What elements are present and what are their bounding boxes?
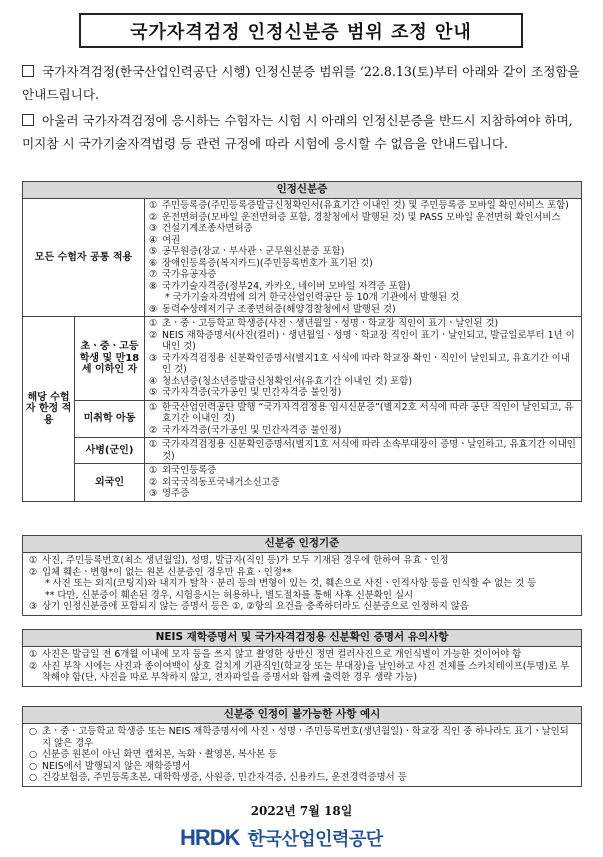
item-text: 사진은 발급일 전 6개월 이내에 모자 등을 쓰지 않고 촬영한 상반신 정면 컬러사진으로 개인식별이 가능한 것이어야 함 — [42, 649, 522, 660]
list-item — [29, 601, 575, 613]
group-items-students — [145, 317, 582, 401]
item-text: 주민등록증(주민등록증발급신청확인서(유효기간 이내인 것) 및 주민등록증 모바일 확인서비스 포함) — [162, 200, 569, 211]
hrdk-logo — [180, 826, 383, 850]
item-text: 국가자격검정용 신분확인증명서(별지1호 서식에 따라 학교장 확인ㆍ직인이 날인되고, 유효기간 이내인 것) — [162, 352, 570, 375]
id-table-header: 인정신분증 — [23, 182, 582, 199]
item-text: 사진 부착 시에는 사진과 종이여백이 상호 걸치게 기관직인(학교장 또는 부대장)을 날인하고 사진 전체를 스카치테이프(투명)로 부착해야 함(단, 사진을 따로 부착하지 않고, 전자파일을 증명서와 함께 출력한 경우 생략 가능) — [42, 660, 570, 683]
all-applicants-label: 모든 수험자 공통 적용 — [23, 199, 145, 317]
list-item — [149, 330, 577, 353]
list-item — [29, 749, 575, 761]
id-table — [22, 181, 582, 502]
item-number: ② — [149, 329, 158, 341]
list-item — [29, 555, 575, 567]
item-number: ○ — [29, 772, 38, 783]
item-text: 운전면허증(모바일 운전면허증 포함, 경찰청에서 발행된 것) 및 PASS 모바일 운전면허 확인서비스 — [162, 211, 561, 223]
criteria-header: 신분증 인정기준 — [23, 536, 582, 553]
list-item — [29, 649, 575, 661]
item-number: ② — [29, 660, 38, 672]
item-text: 한국산업인력공단 발행 “국가자격검정용 임시신분증”(별지2호 서식에 따라 공단 직인이 날인되고, 유효기간 이내인 것) — [162, 401, 574, 424]
list-item — [149, 292, 577, 304]
list-item — [149, 425, 577, 437]
logo-name: 한국산업인력공단 — [247, 829, 383, 850]
item-number: ① — [149, 465, 158, 476]
list-item — [29, 661, 575, 684]
list-item — [29, 578, 575, 590]
item-number: ⑨ — [149, 303, 158, 315]
item-number: ⑤ — [149, 246, 158, 257]
neis-table — [22, 629, 582, 687]
criteria-table — [22, 535, 582, 616]
list-item — [149, 376, 577, 388]
list-item — [149, 477, 577, 489]
item-text: 외국국적동포국내거소신고증 — [162, 476, 280, 488]
list-item — [149, 488, 577, 500]
group-items-preschool — [145, 400, 582, 438]
item-number: ③ — [149, 488, 158, 499]
item-number: ③ — [149, 352, 158, 364]
item-text: * 사진 또는 외지(코팅지)와 내지가 탈착ㆍ분리 등의 변형이 있는 것, 훼손으로 사진ㆍ인적사항 등을 인식할 수 없는 것 등 — [45, 578, 537, 589]
list-item — [149, 200, 577, 212]
item-text: 공무원증(장교ㆍ부사관ㆍ군무원신분증 포함) — [162, 246, 345, 257]
list-item — [149, 212, 577, 224]
item-number: ② — [29, 566, 38, 578]
group-label-preschool: 미취학 아동 — [75, 400, 145, 438]
item-text: 청소년증(청소년증발급신청확인서(유효기간 이내인 것) 포함) — [162, 375, 412, 387]
item-text: 입체 훼손ㆍ변형*이 없는 원본 신분증인 경우만 유효ㆍ인정** — [42, 566, 292, 578]
item-number: ① — [149, 401, 158, 413]
list-item — [149, 353, 577, 376]
item-number: ② — [149, 211, 158, 223]
item-number: ⑥ — [149, 257, 158, 269]
list-item — [149, 281, 577, 293]
list-item — [149, 223, 577, 235]
list-item — [149, 269, 577, 281]
item-number: ② — [149, 476, 158, 488]
item-text: 국가기술자격증(정부24, 카카오, 네이버 모바일 자격증 포함) — [162, 280, 411, 292]
list-item — [29, 567, 575, 579]
group-label-soldier: 사병(군인) — [75, 438, 145, 464]
list-item — [149, 402, 577, 425]
applicable-label: 해당 수험자 한정 적용 — [23, 317, 75, 502]
list-item — [29, 590, 575, 602]
notice-paragraph-1: 국가자격검정(한국산업인력공단 시행) 인정신분증 범위를 ‘22.8.13(토)부터 아래와 같이 조정함을 안내드립니다. — [22, 64, 580, 102]
item-number: ① — [29, 649, 38, 660]
item-text: * 국가기술자격법에 의거 한국산업인력공단 등 10개 기관에서 발행된 것 — [165, 292, 460, 303]
item-text: 국가유공자증 — [162, 269, 217, 280]
item-number: ① — [149, 439, 158, 450]
item-text: 초ㆍ중ㆍ고등학교 학생증(사진ㆍ생년월일ㆍ성명ㆍ학교장 직인이 표기ㆍ날인된 것) — [162, 318, 499, 329]
list-item — [149, 465, 577, 477]
list-item — [29, 772, 575, 784]
item-text: ** 다만, 신분증이 훼손된 경우, 시험응시는 허용하나, 별도절차를 통해 사후 신분확인 실시 — [45, 589, 414, 601]
logo-mark: HRDK — [180, 825, 240, 850]
item-number: ○ — [29, 726, 38, 737]
item-number: ⑤ — [149, 387, 158, 398]
neis-header: NEIS 재학증명서 및 국가자격검정용 신분확인 증명서 유의사항 — [23, 630, 582, 647]
group-items-foreigner — [145, 464, 582, 502]
neis-items — [23, 647, 582, 687]
item-text: 사진, 주민등록번호(최소 생년월일), 성명, 발급자(직인 등)가 모두 기재된 경우에 한하여 유효ㆍ인정 — [42, 555, 449, 566]
item-number: ○ — [29, 749, 38, 760]
notice-paragraph-2: 아울러 국가자격검정에 응시하는 수험자는 시험 시 아래의 인정신분증을 반드시 지참하여야 하며, 미지참 시 국가기술자격법령 등 관련 규정에 따라 시험에 응시할 수 없음을 안내드립니다. — [22, 113, 573, 151]
checkbox-bullet-icon — [22, 65, 34, 77]
item-number: ④ — [149, 375, 158, 387]
not-allowed-header: 신분증 인정이 불가능한 사항 예시 — [23, 707, 582, 724]
list-item — [149, 387, 577, 399]
item-text: 국가자격증(국가공인 및 민간자격증 불인정) — [162, 387, 342, 398]
not-allowed-items — [23, 724, 582, 787]
group-items-soldier — [145, 438, 582, 464]
list-item — [149, 304, 577, 316]
item-number: ③ — [29, 601, 38, 612]
group-label-foreigner: 외국인 — [75, 464, 145, 502]
item-number: ② — [149, 424, 158, 436]
list-item — [29, 761, 575, 773]
item-text: 건설기계조종사면허증 — [162, 223, 253, 234]
group-label-students: 초ㆍ중ㆍ고등 학생 및 만18세 이하인 자 — [75, 317, 145, 401]
item-text: 상기 인정신분증에 포함되지 않는 증명서 등은 ①, ②항의 요건을 충족하더라도 신분증으로 인정하지 않음 — [42, 601, 469, 612]
list-item — [149, 258, 577, 270]
item-number: ④ — [149, 234, 158, 246]
item-number: ① — [149, 318, 158, 329]
item-number: ③ — [149, 223, 158, 234]
list-item — [149, 439, 577, 462]
item-text: 동력수상레저기구 조종면허증(해양경찰청에서 발행된 것) — [162, 303, 396, 315]
checkbox-bullet-icon — [22, 114, 34, 126]
not-allowed-table — [22, 706, 582, 787]
criteria-items — [23, 553, 582, 616]
item-text: 여권 — [162, 234, 181, 246]
list-item — [149, 318, 577, 330]
item-number: ① — [29, 555, 38, 566]
page-title: 국가자격검정 인정신분증 범위 조정 안내 — [79, 13, 523, 48]
item-text: NEIS 재학증명서(사진(컬러)ㆍ생년월일ㆍ성명ㆍ학교장 직인이 표기ㆍ날인되고, 발급일로부터 1년 이내인 것) — [162, 329, 575, 352]
item-number: ⑧ — [149, 280, 158, 292]
item-text: 외국인등록증 — [162, 465, 217, 476]
list-item — [29, 726, 575, 749]
item-number: ○ — [29, 760, 38, 772]
item-text: 신분증 원본이 아닌 화면 캡처본, 녹화ㆍ촬영본, 복사본 등 — [42, 749, 278, 760]
item-text: 국가자격검정용 신분확인증명서(별지1호 서식에 따라 소속부대장이 증명ㆍ날인하고, 유효기간 이내인 것) — [162, 439, 576, 462]
list-item — [149, 246, 577, 258]
item-text: 국가자격증(국가공인 및 민간자격증 불인정) — [162, 424, 342, 436]
all-applicants-items — [145, 199, 582, 317]
item-text: 초ㆍ중ㆍ고등학교 학생증 또는 NEIS 재학증명서에 사진ㆍ성명ㆍ주민등록번호(생년월일)ㆍ학교장 직인 중 하나라도 표기ㆍ날인되지 않은 경우 — [42, 726, 569, 749]
item-text: 장애인등록증(복지카드)(주민등록번호가 표기된 것) — [162, 257, 373, 269]
item-text: 영주증 — [162, 488, 190, 499]
item-text: 건강보험증, 주민등록초본, 대학학생증, 사원증, 민간자격증, 신용카드, 운전경력증명서 등 — [42, 772, 407, 783]
list-item — [149, 235, 577, 247]
item-text: NEIS에서 발행되지 않은 재학증명서 — [42, 760, 191, 772]
document-date: 2022년 7월 18일 — [250, 804, 353, 818]
item-number: ⑦ — [149, 269, 158, 280]
item-number: ① — [149, 200, 158, 211]
